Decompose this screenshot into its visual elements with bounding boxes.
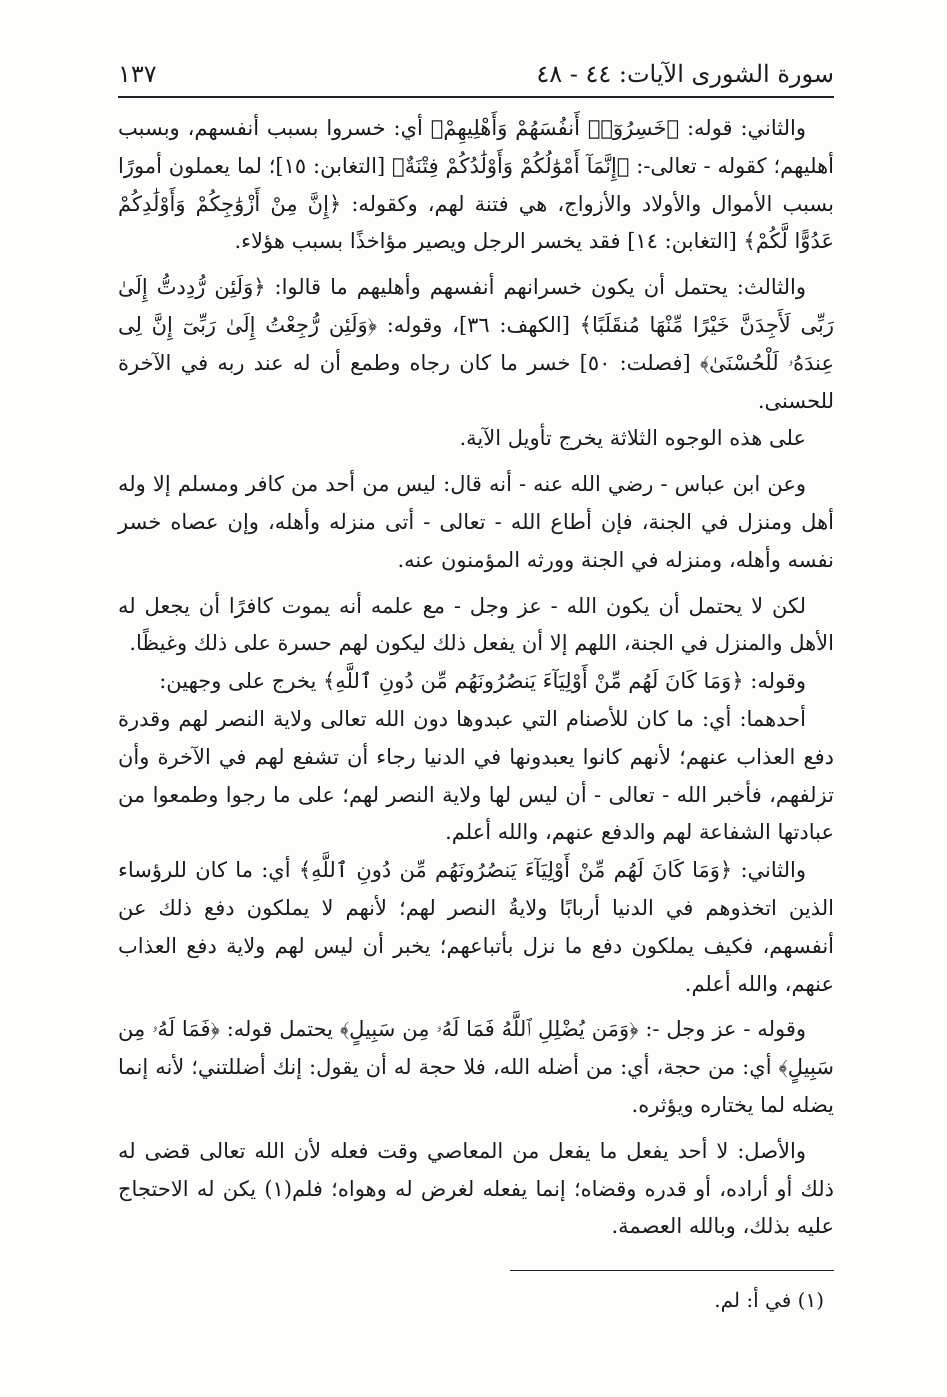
footnote-divider (510, 1270, 834, 1271)
running-header (118, 54, 834, 94)
paragraph-first-aspect: أحدهما: أي: ما كان للأصنام التي عبدوها دون الله تعالى ولاية النصر لهم وقدرة دفع العذاب عنهم؛ لأنهم كانوا يعبدونها في الدنيا رجاء أن تشفع لهم في الآخرة وأن تزلفهم، فأخبر الله - تعالى - أن ليس لها ولاية النصر لهم؛ على ما رجوا وطمعوا من عبادتها الشفاعة لهم والدفع عنهم، والله أعلم. (118, 706, 834, 845)
paragraph-summary: على هذه الوجوه الثلاثة يخرج تأويل الآية. (459, 426, 806, 451)
paragraph-ibn-abbas: وعن ابن عباس - رضي الله عنه - أنه قال: ليس من أحد من كافر ومسلم إلا وله أهل ومنزل في الجنة، فإن أطاع الله - تعالى - أتى منزله وأهله، وإن عصاه خسر نفسه وأهله، ومنزله في الجنة وورثه المؤمنون عنه. (118, 472, 834, 572)
footnote (118, 1284, 834, 1316)
paragraph-verse-misguide: وقوله - عز وجل -: ﴿وَمَن يُضْلِلِ ٱللَّهُ فَمَا لَهُۥ مِن سَبِيلٍ﴾ يحتمل قوله: ﴿فَمَا لَهُۥ مِن سَبِيلٍ﴾ أي: من حجة، أي: من أضله الله، فلا حجة له أن يقول: إنك أضللتني؛ لأنه إنما يضله لما يختاره ويؤثره. (118, 1017, 834, 1117)
header-divider (118, 96, 834, 98)
surah-heading: سورة الشورى الآيات: ٤٤ - ٤٨ (536, 60, 834, 88)
page-number: ١٣٧ (118, 60, 157, 88)
main-text (118, 110, 834, 1246)
footnote-text: (١) في أ: لم. (714, 1288, 824, 1312)
paragraph-objection: لكن لا يحتمل أن يكون الله - عز وجل - مع علمه أنه يموت كافرًا أن يجعل له الأهل والمنزل في الجنة، اللهم إلا أن يفعل ذلك ليكون لهم حسرة على ذلك وغيظًا. (118, 593, 834, 656)
paragraph-second-aspect: والثاني: ﴿وَمَا كَانَ لَهُم مِّنْ أَوْلِيَآءَ يَنصُرُونَهُم مِّن دُونِ ٱللَّهِ﴾ أي: ما كان للرؤساء الذين اتخذوهم في الدنيا أربابًا ولايةُ النصر لهم؛ لأنهم لا يملكون دفع ذلك عن أنفسهم، فكيف يملكون دفع ما نزل بأتباعهم؛ يخبر أن ليس لهم ولاية دفع العذاب عنهم، والله أعلم. (118, 858, 834, 996)
paragraph-second-meaning: والثاني: قوله: ﴿خَسِرُوٓا۟ أَنفُسَهُمْ وَأَهْلِيهِمْ﴾ أي: خسروا بسبب أنفسهم، وبسبب أهليهم؛ كقوله - تعالى-: ﴿إِنَّمَآ أَمْوَٰلُكُمْ وَأَوْلَٰدُكُمْ فِتْنَةٌ﴾ [التغابن: ١٥]؛ لما يعملون أمورًا بسبب الأموال والأولاد والأزواج، هي فتنة لهم، وكقوله: ﴿إِنَّ مِنْ أَزْوَٰجِكُمْ وَأَوْلَٰدِكُمْ عَدُوًّا لَّكُمْ﴾ [التغابن: ١٤] فقد يخسر الرجل ويصير مؤاخذًا بسبب هؤلاء. (118, 116, 834, 254)
paragraph-verse-awliya: وقوله: ﴿وَمَا كَانَ لَهُم مِّنْ أَوْلِيَآءَ يَنصُرُونَهُم مِّن دُونِ ٱللَّهِ﴾ يخرج على وجهين: (159, 669, 806, 694)
paragraph-third-meaning: والثالث: يحتمل أن يكون خسرانهم أنفسهم وأهليهم ما قالوا: ﴿وَلَئِن رُّدِدتُّ إِلَىٰ رَبِّى لَأَجِدَنَّ خَيْرًا مِّنْهَا مُنقَلَبًا﴾ [الكهف: ٣٦]، وقوله: ﴿وَلَئِن رُّجِعْتُ إِلَىٰ رَبِّىٓ إِنَّ لِى عِندَهُۥ لَلْحُسْنَىٰ﴾ [فصلت: ٥٠] خسر ما كان رجاه وطمع أن له عند ربه في الآخرة للحسنى. (118, 275, 835, 413)
paragraph-principle: والأصل: لا أحد يفعل ما يفعل من المعاصي وقت فعله لأن الله تعالى قضى له ذلك أو أراده، أو قدره وقضاه؛ إنما يفعله لغرض له وهواه؛ فلم(١) يكن له الاحتجاج عليه بذلك، وبالله العصمة. (118, 1138, 834, 1239)
